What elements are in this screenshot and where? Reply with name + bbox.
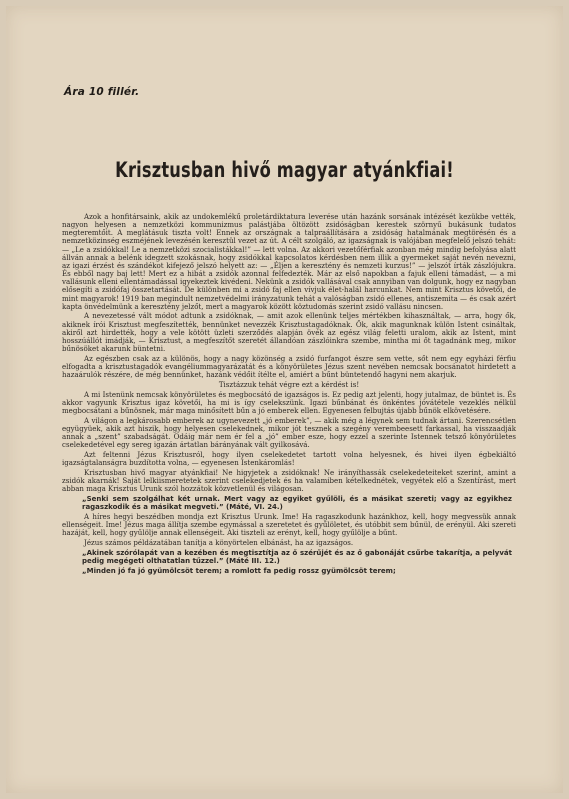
paragraph: A híres hegyi beszédben mondja ezt Krisztus Urunk. Ime! Ha ragaszkodunk hazánkhoz, kell, hogy megvessük annak ellenségeit. Ime! Jézus maga állítja szembe egymással a szeretetet és gyűlöletet, és utóbbit sem bűnül, de erényül. Aki szereti hazáját, kell, hogy gyűlölje annak ellenségeit. Aki tiszteli az erényt, kell, hogy gyűlölje a bűnt. (62, 511, 516, 538)
paragraph: Azt feltenni Jézus Krisztusról, hogy ilyen cselekedetet tartott volna helyesnek, és hivei ilyen égbekiáltó igazságtalanságra buzdította volna, — egyenesen Istenkáromlás! (62, 449, 516, 468)
paragraph: Az egészben csak az a különös, hogy a nagy közönség a zsidó furfangot észre sem vette, sőt nem egy egyházi férfiu elfogadta a krisztustagadók evangéliummagyarázatát és a könyörületes Jézus szent nevében nemcsak bocsánatot hirdetett a hazaárulók részére, de még bennünket, hazánk védőit ítélte el, amiért a bűnt büntetendő hagyni nem akarjuk. (62, 353, 516, 380)
paragraph: Tisztázzuk tehát végre ezt a kérdést is! (218, 379, 360, 389)
price-label: Ára 10 fillér. (64, 86, 140, 98)
body-text (62, 213, 516, 576)
bible-quote: „Akinek szórólapát van a kezében és megtisztítja az ő szérűjét és az ő gabonáját csűrbe takarítja, a pelyvát pedig megégeti olthatatlan tűzzel.” (Máté III. 12.) (82, 548, 512, 565)
paragraph: Jézus számos példázatában tanítja a könyörtelen elbánást, ha az igazságos. (84, 537, 354, 547)
paragraph: Krisztusban hivő magyar atyánkfiai! Ne higyjetek a zsidóknak! Ne irányíthassák cselekedeteiteket szerint, amint a zsidók akarnák! Saját lelkiismeretetek szerint cselekedjetek és ha valamiben kételkednétek, vegyétek elő a Szentírást, mert abban maga Krisztus Urunk szól hozzátok közvetlenül és világosan. (62, 467, 516, 494)
paragraph: A mi Istenünk nemcsak könyörületes és megbocsátó de igazságos is. Ez pedig azt jelenti, hogy jutalmaz, de büntet is. És akkor vagyunk Krisztus igaz követői, ha mi is így cselekszünk. Igazi bűnbánat és önkéntes jóvátétele vezeklés nélkül megbocsátani a bűnösnek, már maga minősített bűn a jó emberek ellen. Egyenesen felbujtás újabb bűnök elkövetésére. (62, 389, 516, 415)
bible-quote: „Minden jó fa jó gyümölcsöt terem; a romlott fa pedig rossz gyümölcsöt terem; (82, 566, 396, 575)
paragraph: A nevezetessé vált módot adtunk a zsidóknak, — amit azok ellenünk teljes mértékben kihasználtak, — arra, hogy ők, akiknek írói Krisztust megfeszítették, bennünket nevezzék Krisztustagadóknak. Ők, akik magunknak külön Istent csináltak, akiről azt hirdették, hogy a vele kötött üzleti szerződés alapján övék az egész világ feletti uralom, akik az Istent, mint hosszúállót imádják, — Krisztust, a megfeszítőt szeretét állandóan zászlóinkra szembe, mintha mi őt tagadnánk meg, mikor bűnösöket akarunk büntetni. (62, 311, 516, 354)
paragraph: A világon a legkárosabb emberek az ugynevezett „jó emberek”, — akik még a légynek sem tudnak ártani. Szerencsétlen együgyüek, akik azt hiszik, hogy helyesen cselekednek, mikor jót tesznek a szegény verembeesett farkassal, ha visszaadják annak a „szent” szabadságát. Odáig már nem ér fel a „jó” ember esze, hogy ezzel a szerinte Istennek tetsző könyörületes cselekedetével egy sereg igazán ártatlan bárányának vált gyilkosává. (62, 415, 516, 450)
document-page (6, 6, 563, 793)
page-title: Krisztusban hivő magyar atyánkfiai! (115, 158, 454, 182)
bible-quote: „Senki sem szolgálhat két urnak. Mert vagy az egyiket gyűlöli, és a másikat szereti; vagy az egyikhez ragaszkodik és a másikat megveti.” (Máté, VI. 24.) (82, 494, 512, 512)
paragraph: Azok a honfitársaink, akik az undokemlékű proletárdiktatura leverése után hazánk sorsának intézését kezükbe vették, nagyon helyesen a nemzetközi kommunizmus palástjába öltözött zsidóságban kerestek szörnyű bukásunk tudatos megteremtőit. A meglátásuk tiszta volt! Ennek az országnak a talpraállítására a zsidóság hatalmának megtörésén és a nemzetközinség eszméjének levezésén keresztül vezet az út. A célt szolgáló, az igazságnak is valójában megfelelő jelszó tehát: — „Le a zsidókkal! Le a nemzetközi szocialistákkal!” — lett volna. Az akkori vezetőférfiak azonban még mindig befolyása alatt állván annak a belénk idegzett szokásnak, hogy zsidókkal kapcsolatos kérdésben nem illik a gyermeket saját nevén nevezni, az igazi érzést és szándékot kifejező jelszó helyett az: — „Éljen a keresztény és nemzeti kurzus!” — jelszót írták zászlójukra. És ebből nagy baj lett! Mert ez a hibát a zsidók azonnal felfedezték. Már az első napokban a fajuk elleni támadást, — a mi vallásunk elleni ellentámadással igyekeztek kivédeni. Nekünk a zsidók vallásával csak annyiban van dolgunk, hogy ez nagyban elősegíti a zsidófaj összetartását. De különben mi a zsidó faj ellen vívjuk élet-halál harcunkat. Nem mint Krisztus követői, de mint magyarok! 1919 ban megindult nemzetvédelmi irányzatunk tehát a valóságban zsidó ellenes, antiszemita — és csak azért kapta önvédelmünk a keresztény jelzőt, mert a magyarok között köztudomás szerint zsidó vallásu nincsen. (62, 212, 516, 311)
